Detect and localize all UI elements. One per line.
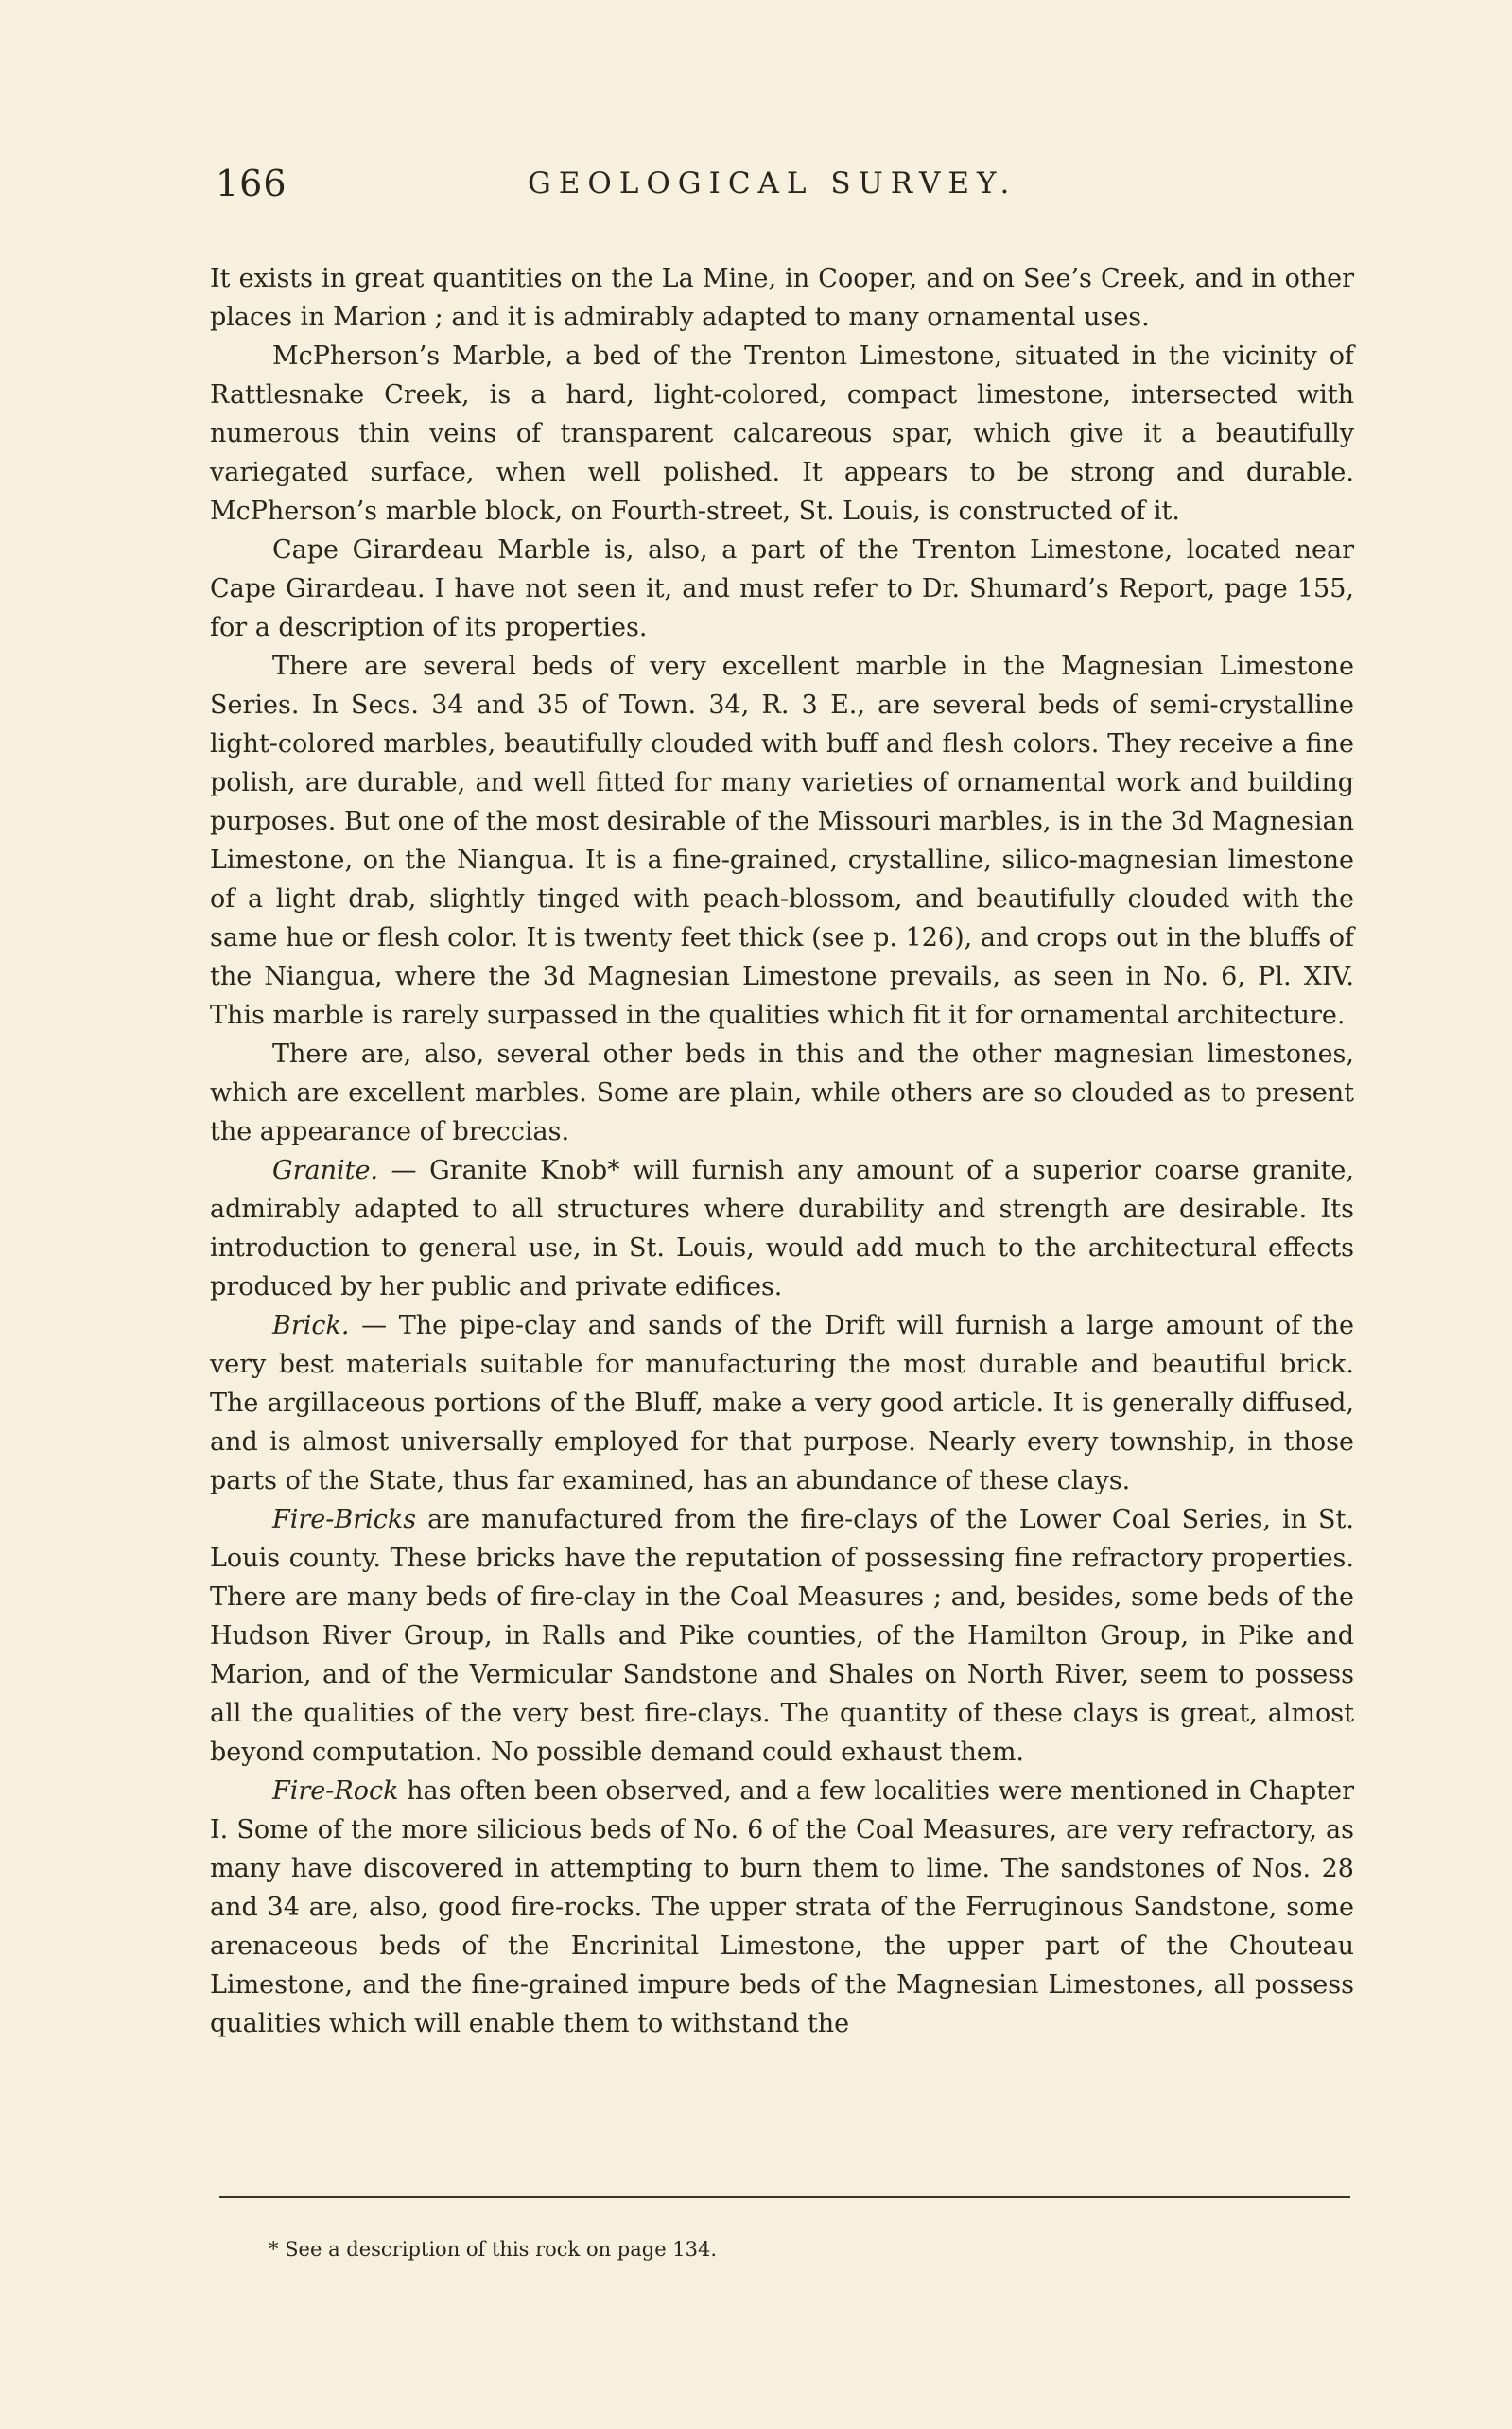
paragraph	[210, 1035, 1354, 1151]
paragraph-text: Cape Girardeau Marble is, also, a part of the Trenton Limestone, located near Cape Girardeau. I have not seen it, and must refer to Dr. Shumard’s Report, page 155, for a description of its properties.	[210, 535, 1354, 642]
page-header	[216, 163, 1350, 210]
paragraph-text: There are several beds of very excellent marble in the Magnesian Limestone Series. In Secs. 34 and 35 of Town. 34, R. 3 E., are several beds of semi-crystalline light-colored marbles, beautifully clouded with buff and flesh colors. They receive a fine polish, are durable, and well fitted for many varieties of ornamental work and building purposes. But one of the most desirable of the Missouri marbles, is in the 3d Magnesian Limestone, on the Niangua. It is a fine-grained, crystalline, silico-magnesian limestone of a light drab, slightly tinged with peach-blossom, and beautifully clouded with the same hue or flesh color. It is twenty feet thick (see p. 126), and crops out in the bluffs of the Niangua, where the 3d Magnesian Limestone prevails, as seen in No. 6, Pl. XIV. This marble is rarely surpassed in the qualities which fit it for ornamental architecture.	[210, 652, 1354, 1030]
paragraph-text: It exists in great quantities on the La Mine, in Cooper, and on See’s Creek, and in other places in Marion ; and it is admirably adapted to many ornamental uses.	[210, 264, 1354, 332]
paragraph	[210, 531, 1354, 647]
paragraph-brick	[210, 1306, 1354, 1500]
paragraph-lead: Fire-Bricks	[272, 1505, 417, 1534]
footnote: * See a description of this rock on page 134.	[269, 2238, 718, 2261]
paragraph	[210, 337, 1354, 531]
page-number: 166	[216, 163, 287, 204]
paragraph-text: has often been observed, and a few localities were mentioned in Chapter I. Some of the more silicious beds of No. 6 of the Coal Measures, are very refractory, as many have discovered in attempting to burn them to lime. The sandstones of Nos. 28 and 34 are, also, good fire-rocks. The upper strata of the Ferruginous Sandstone, some arenaceous beds of the Encrinital Limestone, the upper part of the Chouteau Limestone, and the fine-grained impure beds of the Magnesian Limestones, all possess qualities which will enable them to withstand the	[210, 1776, 1354, 2038]
paragraph-lead: Brick.	[272, 1311, 350, 1340]
running-head: GEOLOGICAL SURVEY.	[528, 166, 1017, 201]
paragraph-text: are manufactured from the fire-clays of the Lower Coal Series, in St. Louis county. These bricks have the reputation of possessing fine refractory properties. There are many beds of fire-clay in the Coal Measures ; and, besides, some beds of the Hudson River Group, in Ralls and Pike counties, of the Hamilton Group, in Pike and Marion, and of the Vermicular Sandstone and Shales on North River, seem to possess all the qualities of the very best fire-clays. The quantity of these clays is great, almost beyond computation. No possible demand could exhaust them.	[210, 1505, 1354, 1767]
paragraph-fire-rock	[210, 1772, 1354, 2043]
paragraph	[210, 259, 1354, 337]
paragraph-granite	[210, 1151, 1354, 1306]
paragraph-text: McPherson’s Marble, a bed of the Trenton Limestone, situated in the vicinity of Rattlesnake Creek, is a hard, light-colored, compact limestone, intersected with numerous thin veins of transparent calcareous spar, which give it a beautifully variegated surface, when well polished. It appears to be strong and durable. McPherson’s marble block, on Fourth-street, St. Louis, is constructed of it.	[210, 341, 1354, 526]
paragraph-lead: Granite.	[272, 1156, 379, 1185]
paragraph-lead: Fire-Rock	[272, 1776, 399, 1806]
paragraph-text: — The pipe-clay and sands of the Drift will furnish a large amount of the very best materials suitable for manufacturing the most durable and beautiful brick. The argillaceous portions of the Bluff, make a very good article. It is generally diffused, and is almost universally employed for that purpose. Nearly every township, in those parts of the State, thus far examined, has an abundance of these clays.	[210, 1311, 1354, 1495]
footnote-rule	[219, 2196, 1350, 2198]
paragraph-text: — Granite Knob* will furnish any amount of a superior coarse granite, admirably adapted to all structures where durability and strength are desirable. Its introduction to general use, in St. Louis, would add much to the architectural effects produced by her public and private edifices.	[210, 1156, 1354, 1302]
body-text	[210, 259, 1354, 2043]
paragraph-fire-bricks	[210, 1500, 1354, 1772]
paragraph	[210, 647, 1354, 1035]
paragraph-text: There are, also, several other beds in this and the other magnesian limestones, which are excellent marbles. Some are plain, while others are so clouded as to present the appearance of breccias.	[210, 1040, 1354, 1146]
